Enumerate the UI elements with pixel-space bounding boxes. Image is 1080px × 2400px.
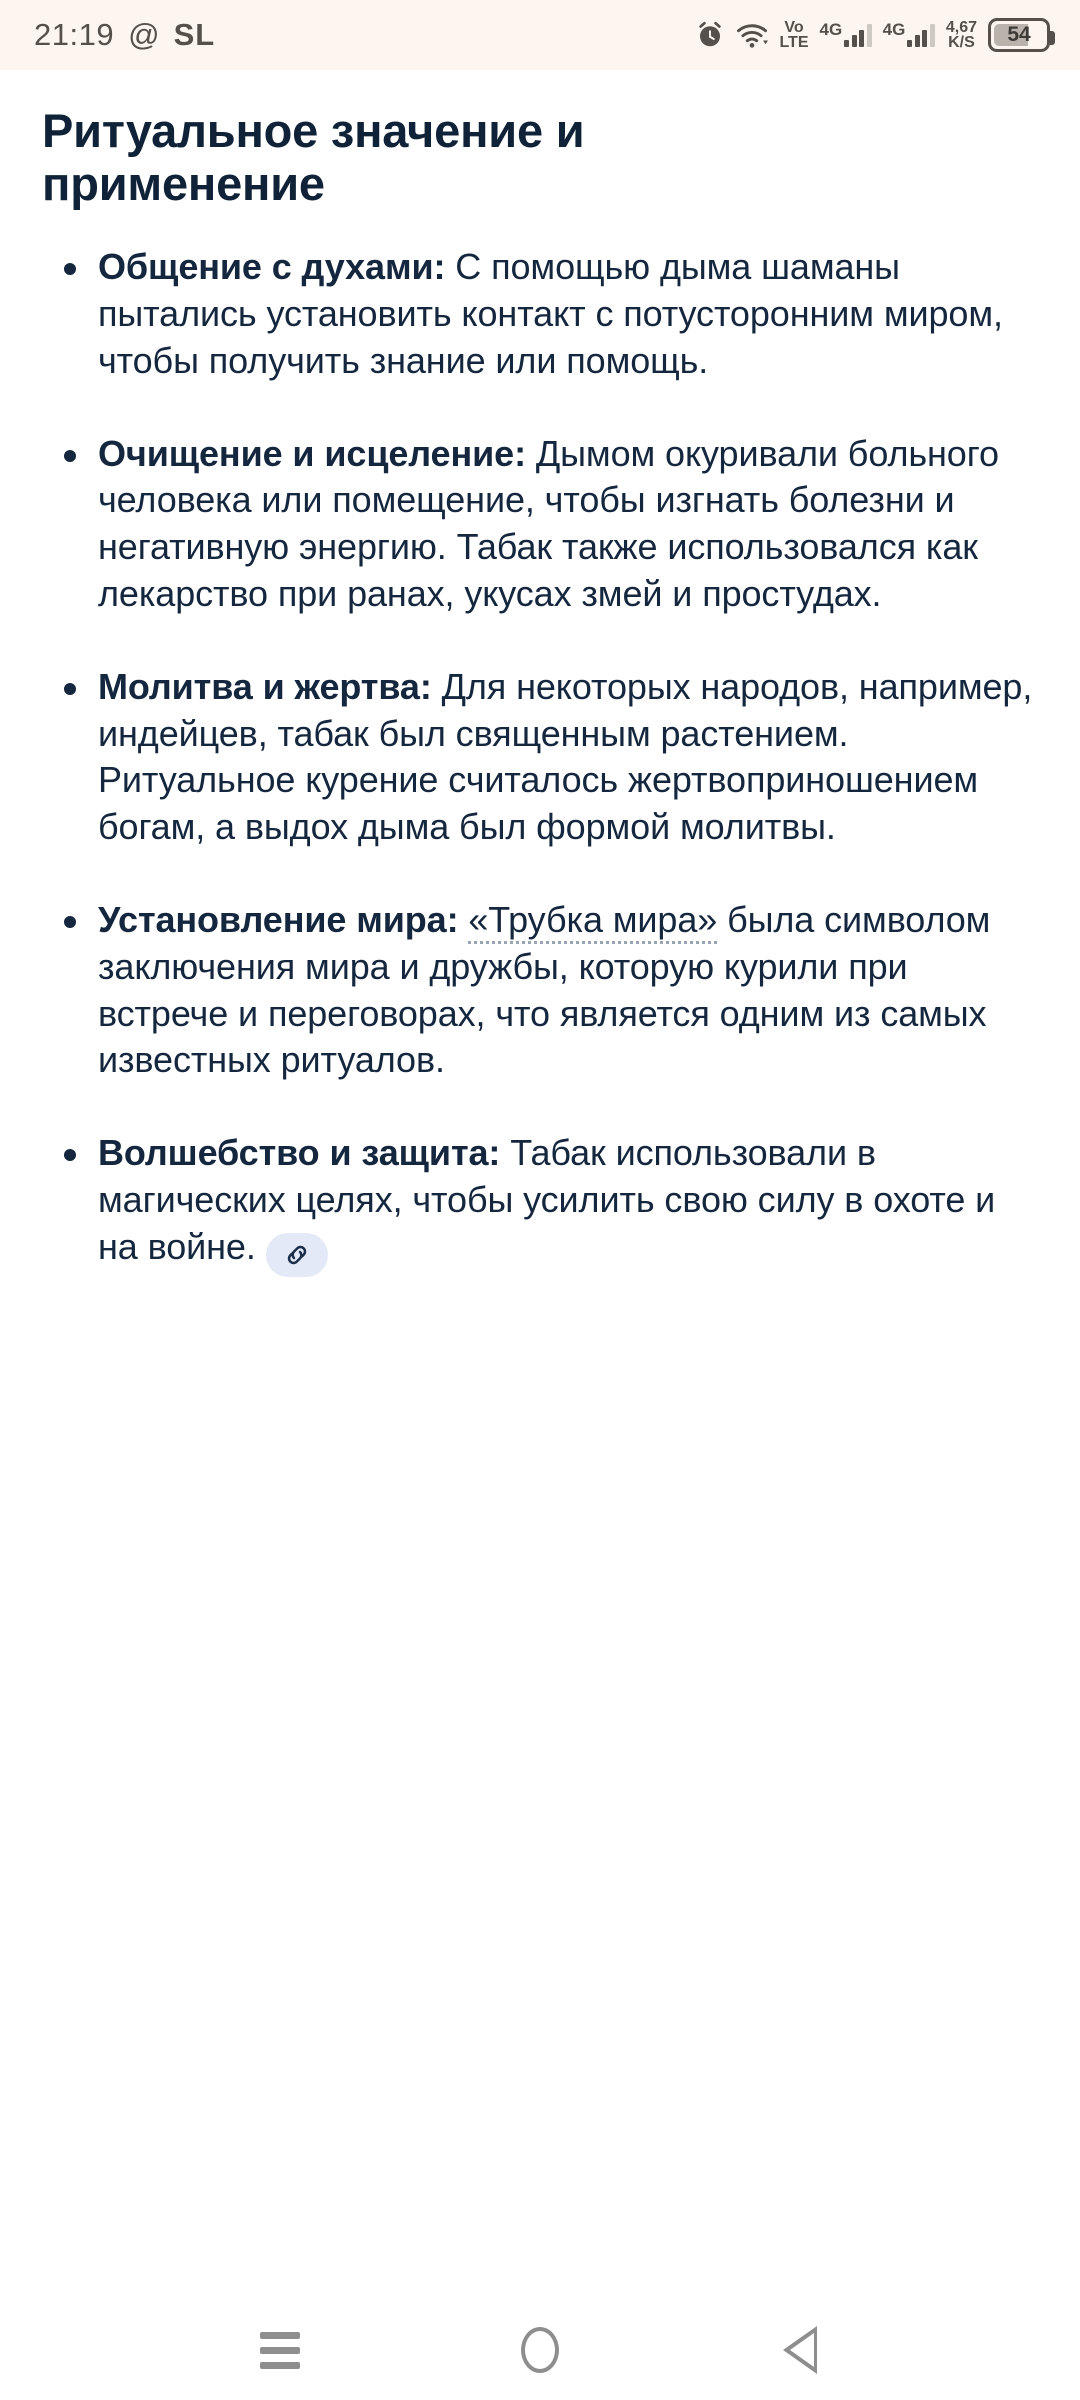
bullet-lead: Волшебство и защита: — [98, 1132, 501, 1174]
article-content — [0, 70, 1080, 1277]
home-button[interactable] — [495, 2305, 585, 2395]
recents-button[interactable] — [235, 2305, 325, 2395]
bullet-body: Табак использовали в магических целях, чтобы усилить свою силу в охоте и на войне. — [98, 1132, 996, 1267]
bullet-lead: Общение с духами: — [98, 246, 446, 288]
recents-icon — [260, 2332, 300, 2369]
back-button[interactable] — [755, 2305, 845, 2395]
data-rate-indicator — [946, 20, 977, 50]
bullet-body-post: была символом заключения мира и дружбы, которую курили при встрече и переговорах, что является одним из самых известных ритуалов. — [98, 898, 991, 1081]
citation-link[interactable]: «Трубка мира» — [468, 899, 717, 944]
list-item — [42, 1130, 1036, 1277]
bullet-body-pre — [458, 899, 468, 940]
sim1-network-label: 4G — [819, 20, 843, 39]
list-item — [42, 431, 1036, 618]
sim2-network-label: 4G — [882, 20, 906, 39]
bullet-lead: Установление мира: — [98, 898, 459, 940]
status-clock: 21:19 — [34, 17, 115, 52]
page-title: Ритуальное значение и применение — [42, 104, 585, 211]
data-rate-unit: K/S — [948, 34, 975, 51]
carrier-label: SL — [173, 17, 216, 52]
bullet-list — [42, 244, 1036, 1277]
bullet-lead: Молитва и жертва: — [98, 665, 432, 707]
back-icon — [783, 2326, 817, 2374]
bullet-lead: Очищение и исцеление: — [98, 432, 526, 474]
volte-indicator — [779, 20, 808, 50]
sim1-signal-bars-icon — [844, 23, 872, 47]
wifi-icon — [736, 20, 768, 50]
at-symbol-icon: @ — [128, 17, 160, 52]
battery-icon — [988, 18, 1050, 52]
status-bar-left — [34, 17, 215, 53]
link-chain-icon[interactable] — [266, 1233, 328, 1277]
sim2-signal — [882, 20, 935, 47]
status-bar-right — [695, 18, 1050, 52]
bullet-body: С помощью дыма шаманы пытались установить контакт с потусторонним миром, чтобы получить знание или помощь. — [98, 246, 1003, 381]
alarm-clock-icon — [695, 20, 725, 50]
home-icon — [521, 2327, 559, 2373]
status-bar — [0, 0, 1080, 70]
sim2-signal-bars-icon — [907, 23, 935, 47]
list-item — [42, 244, 1036, 384]
data-rate-value: 4,67 — [945, 18, 977, 36]
bullet-body: Для некоторых народов, например, индейцев, табак был священным растением. Ритуальное курение считалось жертвоприношением богам, а выдох дыма был формой молитвы. — [98, 665, 1033, 848]
volte-line-1: Vo — [784, 18, 804, 36]
volte-line-2: LTE — [779, 34, 809, 51]
list-item — [42, 664, 1036, 851]
android-navigation-bar — [0, 2300, 1080, 2400]
list-item — [42, 897, 1036, 1084]
battery-percent-label: 54 — [1007, 23, 1031, 46]
sim1-signal — [819, 20, 871, 47]
bullet-body: Дымом окуривали больного человека или помещение, чтобы изгнать болезни и негативную энергию. Табак также использовался как лекарство при ранах, укусах змей и простудах. — [98, 432, 999, 614]
